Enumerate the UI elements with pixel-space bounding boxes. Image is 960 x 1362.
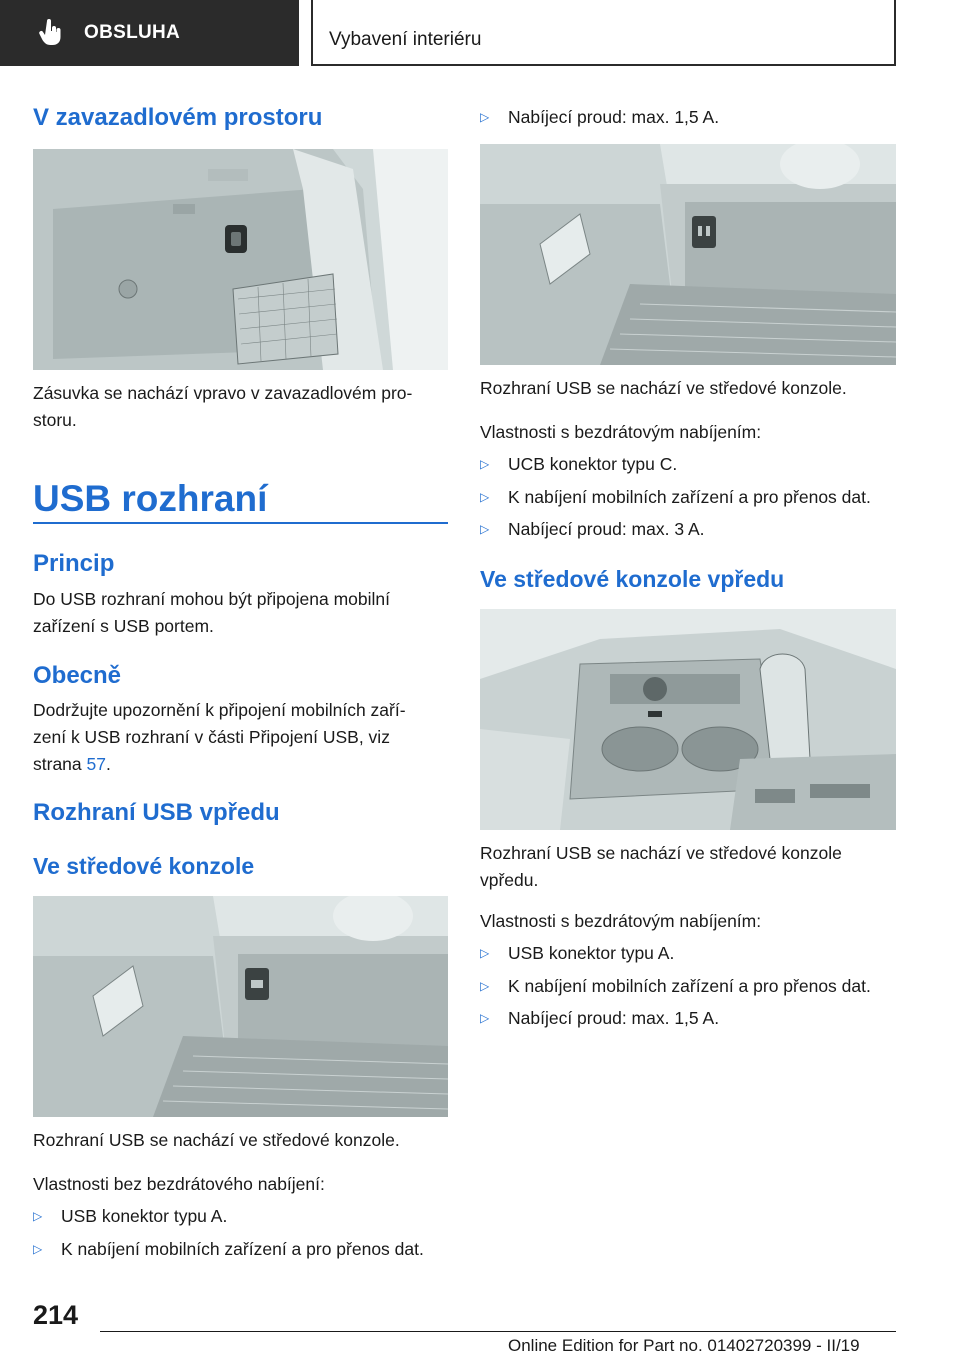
trunk-socket-figure	[33, 149, 448, 370]
list-item-text: K nabíjení mobilních zařízení a pro přenos dat.	[508, 976, 871, 996]
footer-rule	[100, 1331, 896, 1332]
list-item	[480, 516, 705, 543]
principle-text: Do USB rozhraní mohou být připojena mobilní zařízení s USB portem.	[33, 589, 390, 636]
list-item	[480, 451, 677, 478]
list-item-text: Nabíjecí proud: max. 3 A.	[508, 519, 705, 539]
header-chapter-label: Vybavení interiéru	[329, 29, 482, 50]
triangle-right-icon: ▷	[480, 1011, 490, 1025]
console-usb-figure	[33, 896, 448, 1117]
list-item	[480, 973, 871, 1000]
triangle-right-icon: ▷	[480, 110, 490, 124]
list-item-text: K nabíjení mobilních zařízení a pro přenos dat.	[508, 487, 871, 507]
list-item-text: USB konektor typu A.	[61, 1206, 228, 1226]
triangle-right-icon: ▷	[480, 946, 490, 960]
wireless-label: Vlastnosti s bezdrátovým nabíjením:	[480, 422, 762, 442]
trunk-heading: V zavazadlovém prostoru	[33, 104, 323, 131]
general-heading: Obecně	[33, 662, 122, 689]
page-number: 214	[33, 1300, 79, 1330]
console-usb-c-figure	[480, 144, 896, 365]
triangle-right-icon: ▷	[33, 1242, 43, 1256]
list-item-text: Nabíjecí proud: max. 1,5 A.	[508, 1008, 720, 1028]
no-wireless-label: Vlastnosti bez bezdrátového nabíjení:	[33, 1174, 325, 1194]
header-chapter-box	[311, 0, 896, 66]
list-item	[480, 484, 871, 511]
front-label: Vlastnosti s bezdrátovým nabíjením:	[480, 911, 762, 931]
trunk-caption: Zásuvka se nachází vpravo v zavazadlovém pro- storu.	[33, 383, 413, 430]
front-console-heading: Ve středové konzole vpředu	[480, 566, 785, 592]
usb-heading-rule	[33, 522, 448, 524]
general-text	[33, 697, 406, 778]
console-caption-right: Rozhraní USB se nachází ve středové konzole.	[480, 378, 847, 398]
front-console-figure	[480, 609, 896, 830]
list-item-text: K nabíjení mobilních zařízení a pro přenos dat.	[61, 1239, 424, 1259]
list-item	[33, 1203, 227, 1230]
general-text-end: .	[105, 754, 111, 774]
hand-pointer-icon	[38, 18, 64, 48]
triangle-right-icon: ▷	[480, 979, 490, 993]
list-item-text: UCB konektor typu C.	[508, 454, 678, 474]
console-caption: Rozhraní USB se nachází ve středové konzole.	[33, 1130, 400, 1150]
page-reference-link[interactable]: 57	[86, 754, 106, 774]
console-heading: Ve středové konzole	[33, 853, 255, 879]
list-item	[480, 1005, 719, 1032]
header-section-tab	[0, 0, 299, 66]
list-item-text: USB konektor typu A.	[508, 943, 675, 963]
triangle-right-icon: ▷	[480, 490, 490, 504]
list-item	[480, 104, 719, 131]
front-usb-heading: Rozhraní USB vpředu	[33, 799, 280, 826]
triangle-right-icon: ▷	[33, 1209, 43, 1223]
principle-heading: Princip	[33, 550, 115, 577]
list-item-text: Nabíjecí proud: max. 1,5 A.	[508, 107, 720, 127]
header-section-label: OBSLUHA	[84, 22, 181, 43]
usb-heading: USB rozhraní	[33, 478, 268, 519]
list-item	[33, 1236, 424, 1263]
general-text-body: Dodržujte upozornění k připojení mobilních zaří- zení k USB rozhraní v části Připojení USB, viz strana	[33, 700, 406, 774]
list-item	[480, 940, 674, 967]
footer-edition: Online Edition for Part no. 01402720399 - II/19	[508, 1336, 860, 1355]
front-caption: Rozhraní USB se nachází ve středové konzole vpředu.	[480, 843, 842, 890]
triangle-right-icon: ▷	[480, 457, 490, 471]
triangle-right-icon: ▷	[480, 522, 490, 536]
